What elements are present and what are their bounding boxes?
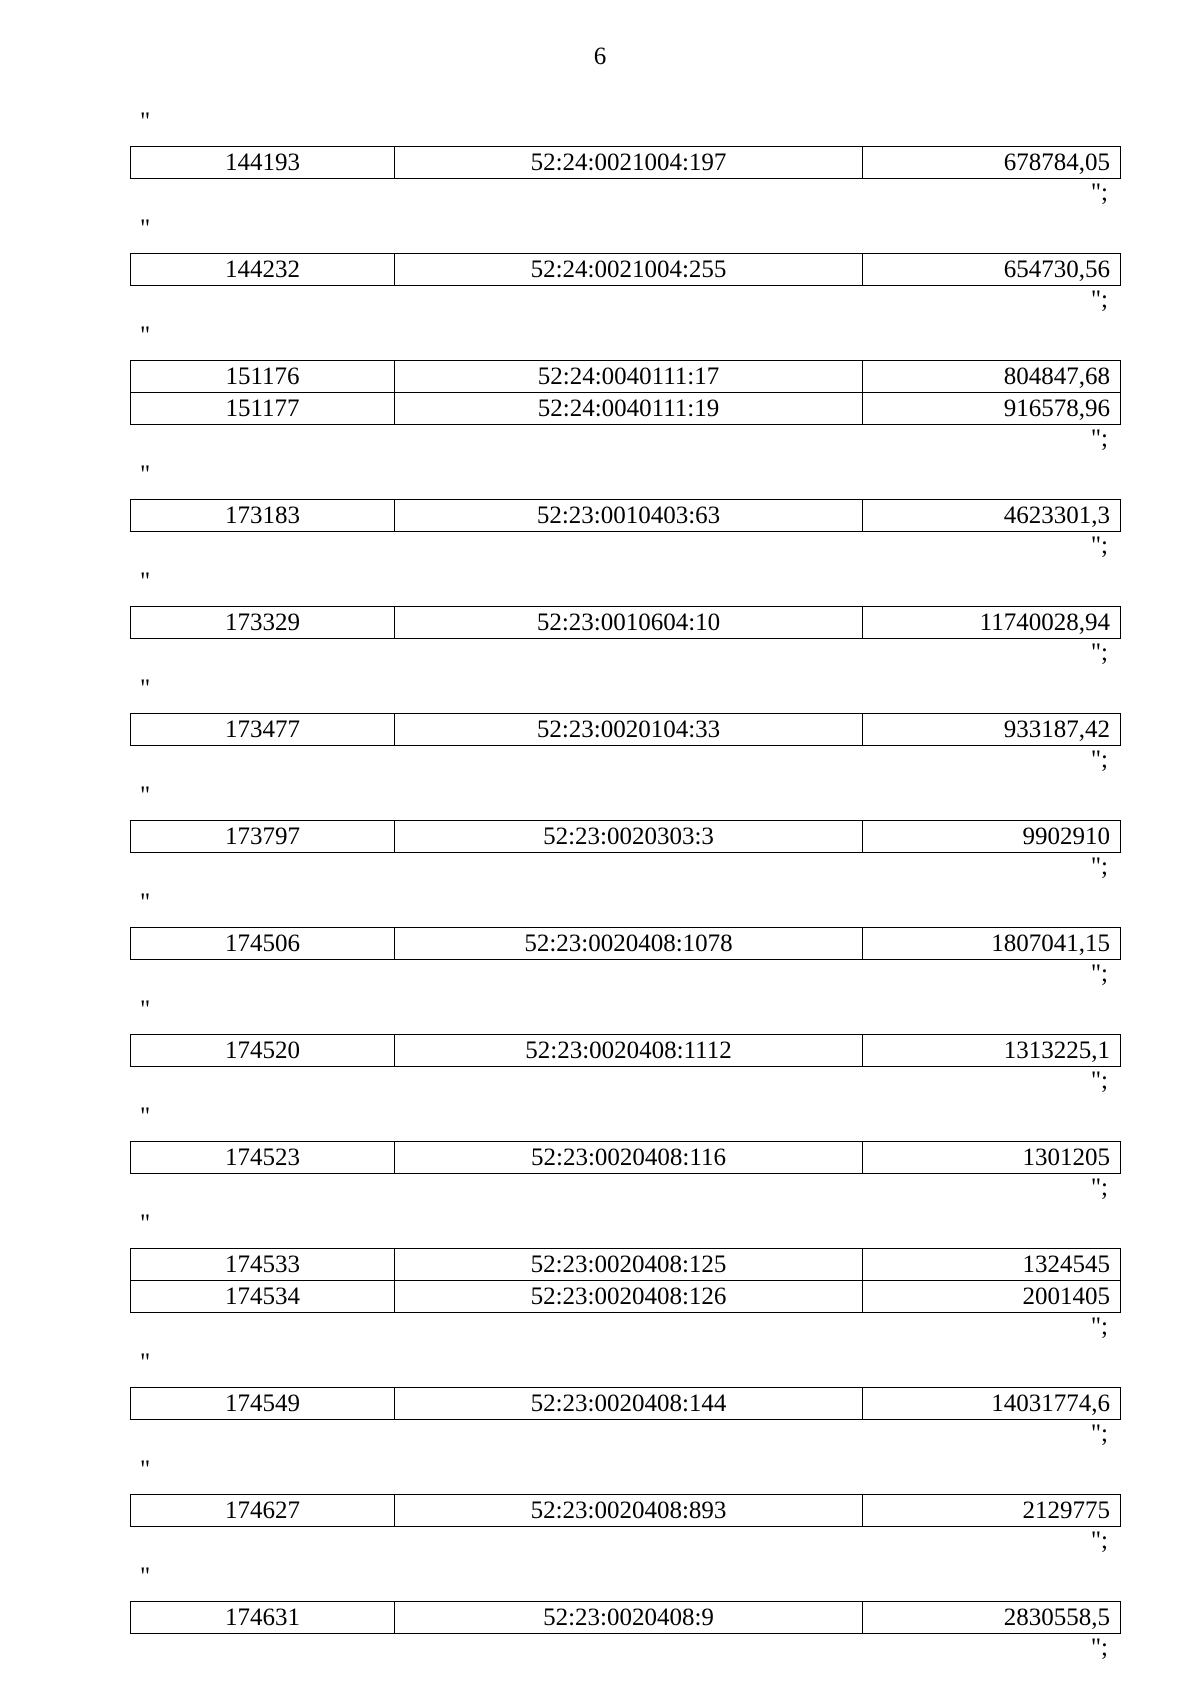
amendment-table bbox=[130, 1601, 1121, 1634]
cadastral-number-cell: 52:23:0010604:10 bbox=[395, 607, 863, 639]
closing-quote: "; bbox=[1090, 746, 1108, 773]
value-cell: 916578,96 bbox=[863, 393, 1121, 425]
cadastral-number-cell: 52:23:0020408:1078 bbox=[395, 928, 863, 960]
row-id-cell: 173183 bbox=[131, 500, 395, 532]
opening-quote: " bbox=[140, 568, 151, 595]
value-cell: 678784,05 bbox=[863, 147, 1121, 179]
row-id-cell: 174523 bbox=[131, 1142, 395, 1174]
opening-quote: " bbox=[140, 889, 151, 916]
amendment-table bbox=[130, 1387, 1121, 1420]
value-cell: 1313225,1 bbox=[863, 1035, 1121, 1067]
table-row bbox=[131, 500, 1121, 532]
closing-quote: "; bbox=[1090, 425, 1108, 452]
value-cell: 2001405 bbox=[863, 1281, 1121, 1313]
table-row bbox=[131, 1249, 1121, 1281]
amendment-block bbox=[130, 322, 1120, 465]
cadastral-number-cell: 52:24:0021004:197 bbox=[395, 147, 863, 179]
amendment-table bbox=[130, 499, 1121, 532]
row-id-cell: 173329 bbox=[131, 607, 395, 639]
amendment-table bbox=[130, 606, 1121, 639]
amendment-block bbox=[130, 108, 1120, 219]
closing-quote: "; bbox=[1090, 853, 1108, 880]
row-id-cell: 174549 bbox=[131, 1388, 395, 1420]
amendment-table bbox=[130, 253, 1121, 286]
cadastral-number-cell: 52:24:0021004:255 bbox=[395, 254, 863, 286]
closing-quote: "; bbox=[1090, 179, 1108, 206]
cadastral-number-cell: 52:23:0020408:125 bbox=[395, 1249, 863, 1281]
amendment-block bbox=[130, 1349, 1120, 1460]
amendment-block bbox=[130, 215, 1120, 326]
cadastral-number-cell: 52:23:0020104:33 bbox=[395, 714, 863, 746]
table-row bbox=[131, 1281, 1121, 1313]
amendment-block bbox=[130, 1456, 1120, 1567]
table-row bbox=[131, 1035, 1121, 1067]
cadastral-number-cell: 52:23:0010403:63 bbox=[395, 500, 863, 532]
table-row bbox=[131, 1388, 1121, 1420]
value-cell: 654730,56 bbox=[863, 254, 1121, 286]
cadastral-number-cell: 52:23:0020408:116 bbox=[395, 1142, 863, 1174]
value-cell: 4623301,3 bbox=[863, 500, 1121, 532]
table-row bbox=[131, 1495, 1121, 1527]
table-row bbox=[131, 254, 1121, 286]
value-cell: 1807041,15 bbox=[863, 928, 1121, 960]
row-id-cell: 151177 bbox=[131, 393, 395, 425]
row-id-cell: 174506 bbox=[131, 928, 395, 960]
opening-quote: " bbox=[140, 215, 151, 242]
table-row bbox=[131, 1602, 1121, 1634]
amendment-block bbox=[130, 675, 1120, 786]
amendment-list bbox=[130, 108, 1120, 1674]
opening-quote: " bbox=[140, 1563, 151, 1590]
opening-quote: " bbox=[140, 1456, 151, 1483]
row-id-cell: 174520 bbox=[131, 1035, 395, 1067]
opening-quote: " bbox=[140, 782, 151, 809]
closing-quote: "; bbox=[1090, 960, 1108, 987]
amendment-block bbox=[130, 461, 1120, 572]
cadastral-number-cell: 52:23:0020408:144 bbox=[395, 1388, 863, 1420]
value-cell: 804847,68 bbox=[863, 361, 1121, 393]
table-row bbox=[131, 607, 1121, 639]
amendment-table bbox=[130, 1034, 1121, 1067]
amendment-block bbox=[130, 1563, 1120, 1674]
value-cell: 2129775 bbox=[863, 1495, 1121, 1527]
row-id-cell: 144232 bbox=[131, 254, 395, 286]
opening-quote: " bbox=[140, 996, 151, 1023]
amendment-block bbox=[130, 782, 1120, 893]
row-id-cell: 151176 bbox=[131, 361, 395, 393]
closing-quote: "; bbox=[1090, 1313, 1108, 1340]
table-row bbox=[131, 147, 1121, 179]
row-id-cell: 174533 bbox=[131, 1249, 395, 1281]
amendment-block bbox=[130, 889, 1120, 1000]
amendment-table bbox=[130, 360, 1121, 425]
amendment-table bbox=[130, 820, 1121, 853]
closing-quote: "; bbox=[1090, 286, 1108, 313]
value-cell: 933187,42 bbox=[863, 714, 1121, 746]
closing-quote: "; bbox=[1090, 532, 1108, 559]
amendment-table bbox=[130, 146, 1121, 179]
opening-quote: " bbox=[140, 1210, 151, 1237]
opening-quote: " bbox=[140, 322, 151, 349]
value-cell: 14031774,6 bbox=[863, 1388, 1121, 1420]
amendment-table bbox=[130, 1494, 1121, 1527]
amendment-table bbox=[130, 1141, 1121, 1174]
cadastral-number-cell: 52:23:0020408:1112 bbox=[395, 1035, 863, 1067]
opening-quote: " bbox=[140, 1103, 151, 1130]
closing-quote: "; bbox=[1090, 1420, 1108, 1447]
closing-quote: "; bbox=[1090, 1067, 1108, 1094]
amendment-block bbox=[130, 568, 1120, 679]
value-cell: 2830558,5 bbox=[863, 1602, 1121, 1634]
closing-quote: "; bbox=[1090, 639, 1108, 666]
value-cell: 9902910 bbox=[863, 821, 1121, 853]
table-row bbox=[131, 714, 1121, 746]
cadastral-number-cell: 52:24:0040111:19 bbox=[395, 393, 863, 425]
page-number: 6 bbox=[593, 43, 607, 70]
table-row bbox=[131, 1142, 1121, 1174]
row-id-cell: 174534 bbox=[131, 1281, 395, 1313]
closing-quote: "; bbox=[1090, 1527, 1108, 1554]
opening-quote: " bbox=[140, 108, 151, 135]
value-cell: 11740028,94 bbox=[863, 607, 1121, 639]
row-id-cell: 144193 bbox=[131, 147, 395, 179]
amendment-block bbox=[130, 1103, 1120, 1214]
cadastral-number-cell: 52:24:0040111:17 bbox=[395, 361, 863, 393]
opening-quote: " bbox=[140, 461, 151, 488]
closing-quote: "; bbox=[1090, 1634, 1108, 1661]
amendment-table bbox=[130, 713, 1121, 746]
row-id-cell: 173477 bbox=[131, 714, 395, 746]
table-row bbox=[131, 928, 1121, 960]
table-row bbox=[131, 821, 1121, 853]
amendment-table bbox=[130, 927, 1121, 960]
row-id-cell: 174631 bbox=[131, 1602, 395, 1634]
cadastral-number-cell: 52:23:0020408:893 bbox=[395, 1495, 863, 1527]
cadastral-number-cell: 52:23:0020408:9 bbox=[395, 1602, 863, 1634]
value-cell: 1301205 bbox=[863, 1142, 1121, 1174]
value-cell: 1324545 bbox=[863, 1249, 1121, 1281]
amendment-block bbox=[130, 1210, 1120, 1353]
table-row bbox=[131, 361, 1121, 393]
row-id-cell: 173797 bbox=[131, 821, 395, 853]
table-row bbox=[131, 393, 1121, 425]
cadastral-number-cell: 52:23:0020303:3 bbox=[395, 821, 863, 853]
opening-quote: " bbox=[140, 1349, 151, 1376]
amendment-block bbox=[130, 996, 1120, 1107]
opening-quote: " bbox=[140, 675, 151, 702]
amendment-table bbox=[130, 1248, 1121, 1313]
cadastral-number-cell: 52:23:0020408:126 bbox=[395, 1281, 863, 1313]
closing-quote: "; bbox=[1090, 1174, 1108, 1201]
row-id-cell: 174627 bbox=[131, 1495, 395, 1527]
